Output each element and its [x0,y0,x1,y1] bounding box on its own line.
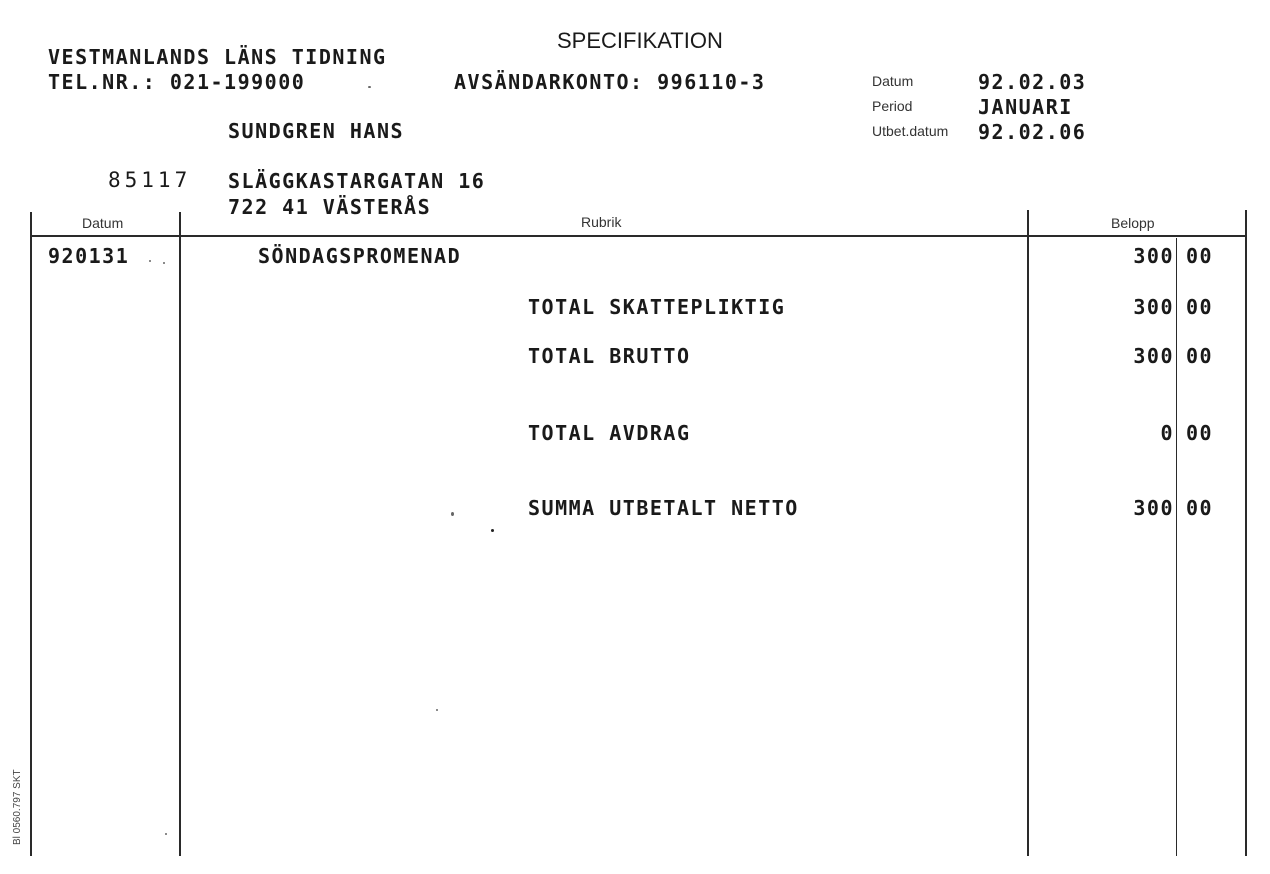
recipient-name: SUNDGREN HANS [228,119,405,143]
scan-speck [368,86,371,88]
table-border-right [1245,210,1247,856]
scan-speck [491,529,494,532]
row-datum: 920131 [48,244,130,268]
paydate-label: Utbet.datum [872,123,949,139]
table-border-left [30,212,32,856]
column-header-rubrik: Rubrik [581,214,622,230]
column-header-datum: Datum [82,215,124,231]
row-rubrik: TOTAL BRUTTO [528,344,691,368]
row-amount-ore: 00 [1186,295,1214,319]
table-header-rule [30,235,1247,237]
scan-speck [451,512,454,516]
sender-account: AVSÄNDARKONTO: 996110-3 [454,70,766,94]
row-rubrik: TOTAL AVDRAG [528,421,691,445]
row-amount-kronor: 300 [1133,496,1174,520]
table-divider-datum [179,212,181,856]
date-label: Datum [872,73,914,89]
row-amount-ore: 00 [1186,496,1214,520]
column-header-belopp: Belopp [1111,215,1155,231]
row-amount-kronor: 0 [1160,421,1174,445]
row-rubrik: SÖNDAGSPROMENAD [258,244,462,268]
scan-speck [149,260,151,262]
row-amount-kronor: 300 [1133,295,1174,319]
company-name: VESTMANLANDS LÄNS TIDNING [48,45,387,69]
recipient-id: 85117 [108,168,192,192]
period-label: Period [872,98,913,114]
document-title: SPECIFIKATION [557,28,723,53]
recipient-street: SLÄGGKASTARGATAN 16 [228,169,486,193]
scan-speck [163,262,165,264]
recipient-city: 722 41 VÄSTERÅS [228,195,432,219]
row-amount-ore: 00 [1186,244,1214,268]
row-amount-kronor: 300 [1133,344,1174,368]
period-value: JANUARI [978,95,1073,119]
table-divider-belopp [1027,210,1029,856]
paydate-value: 92.02.06 [978,120,1087,144]
form-print-code: Bl 0560.797 SKT [12,769,23,845]
scan-speck [436,709,438,711]
row-amount-ore: 00 [1186,421,1214,445]
company-phone: TEL.NR.: 021-199000 [48,70,306,94]
row-rubrik: TOTAL SKATTEPLIKTIG [528,295,786,319]
scan-speck [165,833,167,835]
row-amount-kronor: 300 [1133,244,1174,268]
table-divider-ore [1176,238,1177,856]
date-value: 92.02.03 [978,70,1087,94]
row-rubrik: SUMMA UTBETALT NETTO [528,496,799,520]
row-amount-ore: 00 [1186,344,1214,368]
